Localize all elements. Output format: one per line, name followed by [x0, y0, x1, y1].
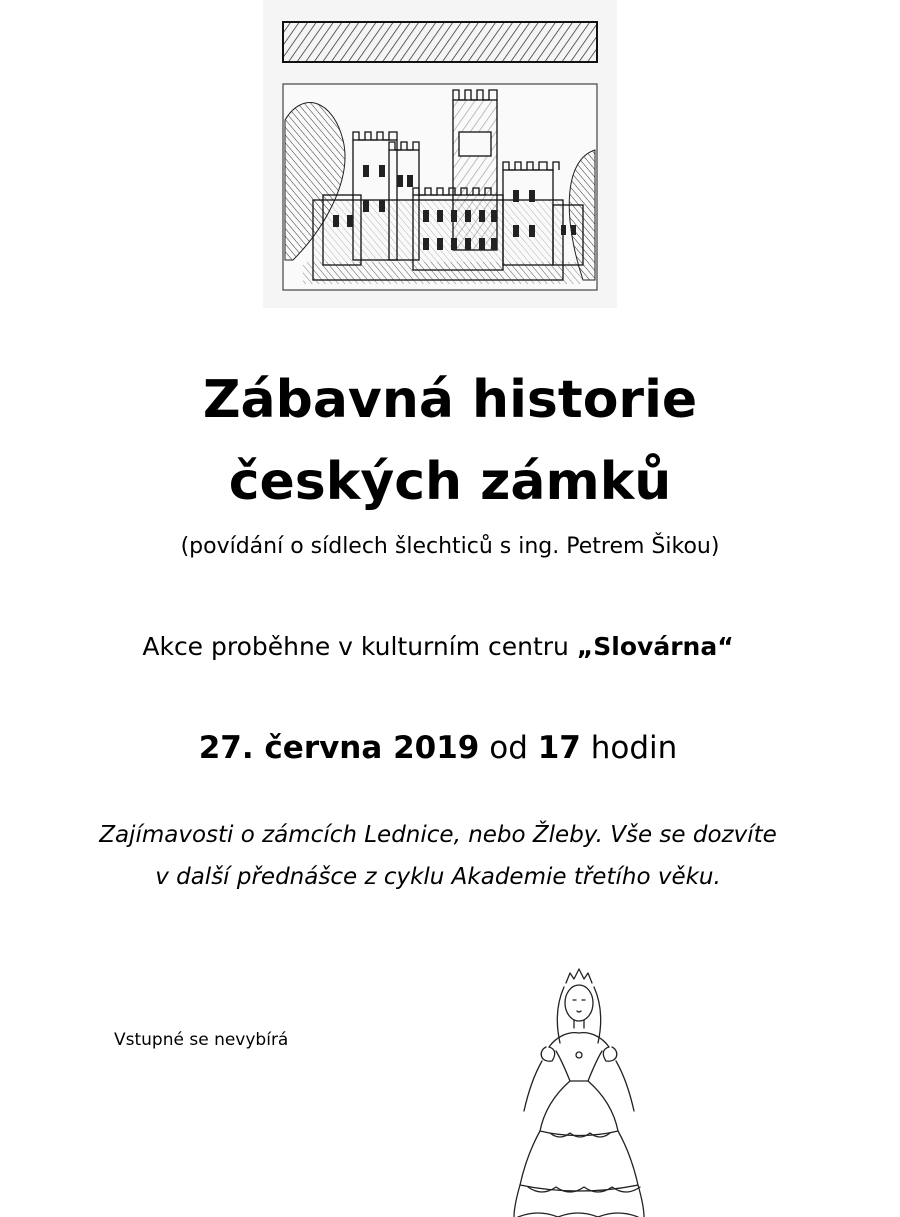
- description-line-1: Zajímavosti o zámcích Lednice, nebo Žleby. Vše se dozvíte: [99, 822, 777, 848]
- description-line-2: v další přednášce z cyklu Akademie třetího věku.: [155, 864, 721, 890]
- venue-line: [0, 632, 876, 661]
- admission-note: Vstupné se nevybírá: [114, 1030, 289, 1050]
- event-subtitle: (povídání o sídlech šlechticů s ing. Petrem Šikou): [180, 534, 720, 559]
- princess-illustration: [494, 955, 664, 1217]
- event-title-line-1: Zábavná historie: [202, 370, 698, 430]
- date-suffix-text: hodin: [580, 730, 678, 766]
- event-date: 27. června 2019: [198, 730, 480, 766]
- date-from-text: od: [479, 730, 538, 766]
- venue-name: „Slovárna“: [576, 632, 734, 661]
- event-hour: 17: [537, 730, 581, 766]
- castle-illustration: [263, 0, 617, 308]
- event-date-line: [0, 730, 876, 766]
- venue-prefix: Akce proběhne v kulturním centru: [142, 632, 577, 661]
- event-title-line-2: českých zámků: [228, 452, 672, 512]
